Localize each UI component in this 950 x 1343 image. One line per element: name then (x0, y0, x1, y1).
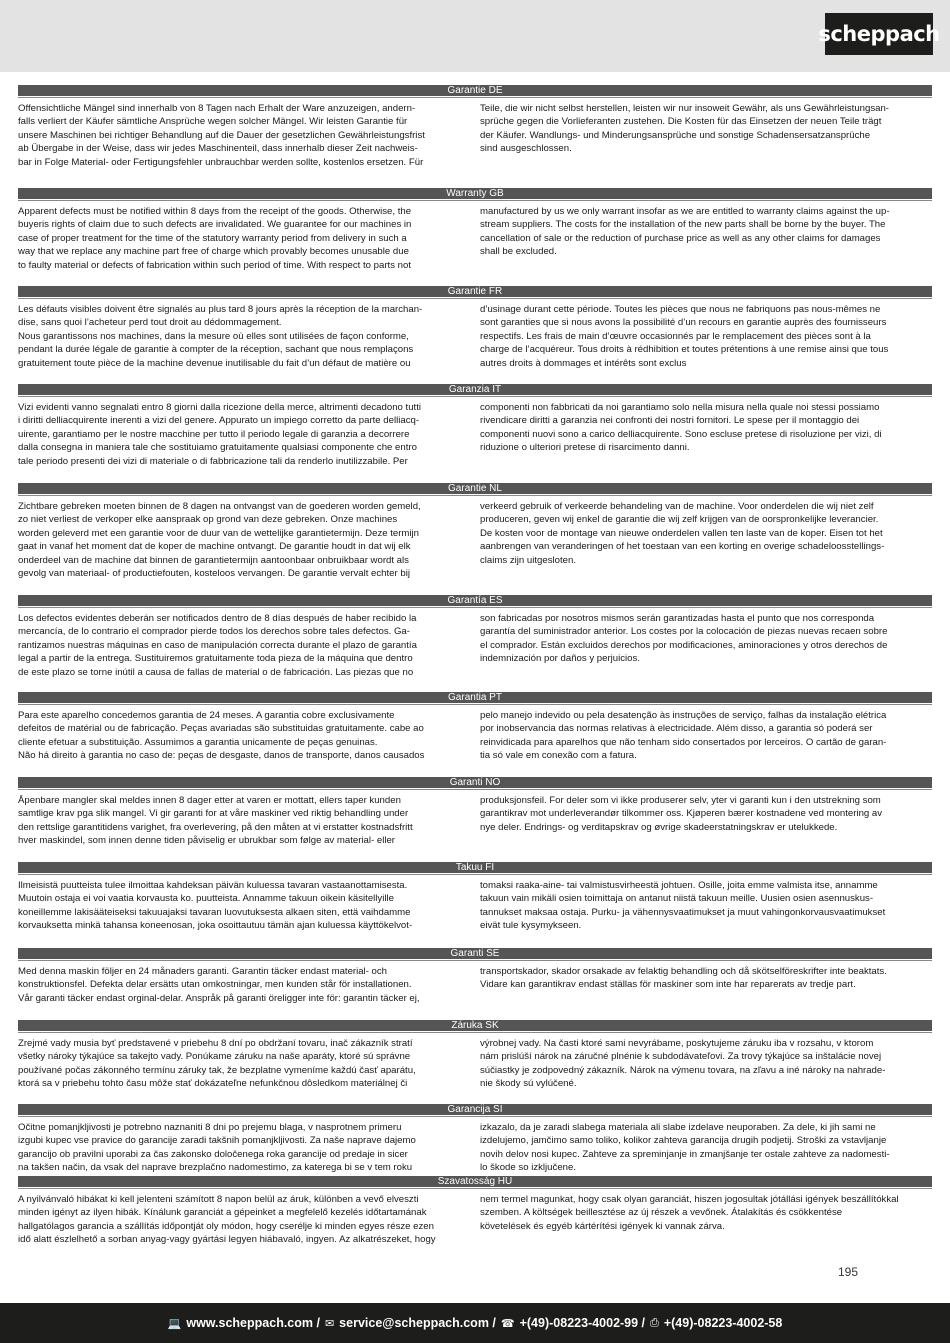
section-garantia-es (18, 595, 932, 679)
section-garantie-de (18, 85, 932, 169)
footer-email-link[interactable]: service@scheppach.com / (339, 1316, 496, 1330)
section-text-right: nem termel magunkat, hogy csak olyan garanciát, hiszen jogosultak jótállási igények beszállítókkal szemben. A költségek beillesztése az új részek a vevőnek. Átalakítás és csökkentése követelések és egyéb kártérítési igények ki vannak zárva. (480, 1194, 899, 1232)
section-text-right: výrobnej vady. Na časti ktoré sami nevyrábame, poskytujeme záruku iba v rozsahu, v ktorom nám prislúší nárok na záručné plnénie k subdodávateľovi. Za trovy týkajúce sa inštalácie novej súčiastky je zodpovedný zákazník. Nárok na výmenu tovara, na zľavu a iné nároky na nahrade- nie škody sú vylúčené. (480, 1038, 886, 1090)
fax-icon: ⎙ (650, 1316, 659, 1329)
section-text-right: pelo manejo indevido ou pela desatenção às instruções de serviço, falhas da instalação elétrica por inobservancia das normas relativas à electricidade. Além disso, a garantia só poderá ser reinvidicada para aparelhos que não tenham sido consertados por lerceiros. O cartão de garan- tia só vale em conexão com a fatura. (480, 710, 887, 762)
section-title: Garanti SE (18, 948, 932, 959)
section-text-right: d’usinage durant cette période. Toutes les pièces que nous ne fabriquons pas nous-mêmes ne sont garanties que si nous avons la possibilité d’un recours en garantie auprès des fournisseurs respectifs. Les frais de main d’œuvre occasionnés par le remplacement des pièces sont à la charge de l’acquéreur. Tous droits à rédhibition et toutes prétentions à une remise ainsi que tous autres droits à dommages et intérêts sont exclus (480, 304, 889, 369)
section-szavatossag-hu (18, 1176, 932, 1247)
section-takuu-fi (18, 862, 932, 933)
section-title: Garanzia IT (18, 384, 932, 395)
section-text-right: tomaksi raaka-aine- tai valmistusvirheestä johtuen. Osille, joita emme valmista itse, annamme takuun vain mikäli osien toimittaja on antanut niistä takuun meille. Uusien osien asennuskus- tannukset maksaa ostaja. Purku- ja vähennysvaatimukset ja muut vahingonkorvausvaatimukset eivät tule kysymykseen. (480, 880, 886, 932)
section-garancija-si (18, 1104, 932, 1175)
section-title: Warranty GB (18, 188, 932, 199)
section-text-left: Los defectos evidentes deberán ser notificados dentro de 8 días después de haber recibido la mercancía, de lo contrario el comprador pierde todos los derechos sobre tales defectos. Ga- rantizamos nuestras máquinas en caso de manipulación correcta durante el plazo de garantía legal a partir de la entrega. Sustituiremos gratuitamente toda pieza de la máquina que dentro de este plazo se torne inútil a causa de fallas de material o de fabricación. Las piezas que no (18, 613, 417, 678)
section-title: Garancija SI (18, 1104, 932, 1115)
section-garanzia-it (18, 384, 932, 468)
section-text-left: Les défauts visibles doivent être signalés au plus tard 8 jours après la réception de la marchan- dise, sans quoi l’acheteur perd tout droit au dédommagement. Nous garantissons nos machines, dans la mesure où elles sont utilisées de façon conforme, pendant la durée légale de garantie à compter de la réception, sachant que nous remplaçons gratuitement toute pièce de la machine devenue inutilisable du fait d’un défaut de matière ou (18, 304, 423, 369)
footer-fax: +(49)-08223-4002-58 (663, 1316, 783, 1330)
section-text-left: Očitne pomanjkljivosti je potrebno naznaniti 8 dni po prejemu blaga, v nasprotnem primeru izgubi kupec vse pravice do garancije zaradi takšnih pomanjkljivosti. Za naše naprave dajemo garancijo ob pravilni uporabi za čas zakonsko določenega roka garancije od predaje in sicer na takšen način, da vsak del naprave brezplačno nadomestimo, za katerega bi se v tem roku (18, 1122, 416, 1174)
section-text-right: transportskador, skador orsakade av felaktig behandling och då skötselföreskrifter inte beaktats. Vidare kan garantikrav endast ställas för maskiner som inte har reparerats av tredje part. (480, 966, 887, 991)
section-title: Garanti NO (18, 777, 932, 788)
section-title: Záruka SK (18, 1020, 932, 1031)
section-text-left: Ilmeisistä puutteista tulee ilmoittaa kahdeksan päivän kuluessa tavaran vastaanottamisesta. Muutoin ostaja ei voi vaatia korvausta ko. puutteista. Annamme takuun oikein käsitellyille koneillemme lakisääteiseksi takuuajaksi tavaran luovutuksesta alkaen siten, että vaihdamme korvauksetta minkä tahansa koneenosan, joka osoittautuu tämän ajan kuluessa käyttökelvot- (18, 880, 413, 932)
footer-website-link[interactable]: www.scheppach.com / (186, 1316, 320, 1330)
section-title: Garantía ES (18, 595, 932, 606)
section-text-right: Teile, die wir nicht selbst herstellen, leisten wir nur insoweit Gewähr, als uns Gewährleistungsan- sprüche gegen die Vorlieferanten zustehen. Die Kosten für das Einsetzen der neuen Teile trägt der Käufer. Wandlungs- und Minderungsansprüche und sonstige Schadensersatzansprüche sind ausgeschlossen. (480, 103, 889, 155)
header-bar (0, 0, 950, 72)
section-text-right: componenti non fabbricati da noi garantiamo solo nella misura nella quale noi stessi possiamo rivendicare diritti a garanzia nei confronti dei nostri fornitori. Le spese per il montaggio dei componenti nuovi sono a carico delliacquirente. Sono escluse pretese di risoluzione per vizi, di riduzione o ulteriori pretese di risarcimento danni. (480, 402, 882, 454)
section-text-left: Offensichtliche Mängel sind innerhalb von 8 Tagen nach Erhalt der Ware anzuzeigen, andern- falls verliert der Käufer sämtliche Ansprüche wegen solcher Mängel. Wir leisten Garantie für unsere Maschinen bei richtiger Behandlung auf die Dauer der gesetzlichen Gewährleistungsfrist ab Übergabe in der Weise, dass wir jedes Maschinenteil, dass innerhalb dieser Zeit nachweis- bar in Folge Material- oder Fertigungsfehler unbrauchbar werden sollte, kostenlos ersetzen. Für (18, 103, 425, 168)
section-text-right: produksjonsfeil. For deler som vi ikke produserer selv, yter vi garanti kun i den utstrekning som garantikrav mot underleverandør tilkommer oss. Kjøperen bærer kostnadene ved montering av nye deler. Endrings- og verditapskrav og øvrige skadeerstatningskrav er utelukkede. (480, 795, 883, 833)
brand-logo: scheppach (825, 13, 933, 55)
section-text-left: A nyilvánvaló hibákat ki kell jelenteni számított 8 napon belül az áruk, különben a vevő elveszti minden igényt az ilyen hibák. Kínálunk garanciát a gépeinket a megfelelő kezelés időtartamának hallgatólagos garancia a szállítás időpontját oly módon, hogy cserélje ki minden egyes része ezen idő alatt észlelhető a sorban anyag-vagy gyártási legyen hiábavaló, ingyen. Az alkatrészeket, hogy (18, 1194, 436, 1246)
section-garantie-nl (18, 483, 932, 580)
section-text-left: Zrejmé vady musia byť predstavené v priebehu 8 dní po obdržaní tovaru, inač zákazník stratí všetky nároky týkajúce sa takejto vady. Ponúkame záruku na naše aparáty, ktoré sú správne používané počas zákonného termínu záruky tak, že bezplatne vymeníme každú časť aparátu, ktorá sa v priebehu tohto času môže stať dokázateľne nefunkčnou dôsledkom materiálnej či (18, 1038, 416, 1090)
telephone-icon: ☎ (500, 1317, 515, 1330)
section-text-left: Vizi evidenti vanno segnalati entro 8 giorni dalla ricezione della merce, altrimenti decadono tutti i diritti delliacquirente inerenti a vizi del genere. Appurato un impiego corretto da parte delliacq- uirente, garantiamo per le nostre macchine per tutto il periodo legale di garanzia a decorrere dalla consegna in maniera tale che sostituiamo gratuitamente qualsiasi componente che entro tale periodo presenti dei vizi di materiale o di fabbricazione tali da renderlo inutilizzabile. Per (18, 402, 421, 467)
section-warranty-gb (18, 188, 932, 272)
footer-phone: +(49)-08223-4002-99 / (519, 1316, 646, 1330)
section-garanti-se (18, 948, 932, 1005)
section-text-right: son fabricadas por nosotros mismos serán garantizadas hasta el punto que nos corresponda garantía del suministrador anterior. Los costes por la colocación de piezas nuevas recaen sobre el comprador. Están excluidos derechos por modificaciones, aminoraciones y otros derechos de indemnización por daños y perjuicios. (480, 613, 888, 665)
section-title: Garantie DE (18, 85, 932, 96)
section-title: Garantie NL (18, 483, 932, 494)
section-garanti-no (18, 777, 932, 848)
section-garantia-pt (18, 692, 932, 763)
section-text-left: Para este aparelho concedemos garantia de 24 meses. A garantia cobre exclusivamente defeitos de matérial ou de fabricação. Peças avariadas são substituidas gratuitamente. cabe ao cliente efetuar a substituição. Assumimos a garantia unicamente de peças genuinas. Não há direito à garantia no caso de: peças de desgaste, danos de transporte, danos causados (18, 710, 425, 762)
section-text-left: Med denna maskin följer en 24 månaders garanti. Garantin täcker endast material- och konstruktionsfel. Defekta delar ersätts utan omkostningar, men kunden står för installationen. Vår garanti täcker endast orginal-delar. Anspråk på garanti öreligger inte för: garantin täcker ej, (18, 966, 420, 1004)
section-text-left: Zichtbare gebreken moeten binnen de 8 dagen na ontvangst van de goederen worden gemeld, zo niet verliest de verkoper elke aanspraak op grond van deze gebreken. Onze machines worden geleverd met een garantie voor de duur van de wettelijke garantietermijn. Deze termijn gaat in vanaf het moment dat de koper de machine ontvangt. De garantie houdt in dat wij elk onderdeel van de machine dat binnen de garantietermijn aantoonbaar onbruikbaar wordt als gevolg van materiaal- of productiefouten, kosteloos vervangen. De garantie vervalt echter bij (18, 501, 421, 580)
page-number: 195 (838, 1265, 859, 1279)
section-garantie-fr (18, 286, 932, 370)
section-title: Szavatosság HU (18, 1176, 932, 1187)
section-title: Garantie FR (18, 286, 932, 297)
section-title: Garantia PT (18, 692, 932, 703)
section-text-right: izkazalo, da je zaradi slabega materiala ali slabe izdelave neuporaben. Za dele, ki jih sami ne izdelujemo, jamčimo samo toliko, kolikor zahteva garancija drugih podjetij. Stroški za vstavljanje novih delov nosi kupec. Zahteve za spreminjanje in zmanjšanje ter ostale zahteve za nadomesti- lo škode so izključene. (480, 1122, 890, 1174)
section-text-right: verkeerd gebruik of verkeerde behandeling van de machine. Voor onderdelen die wij niet zelf produceren, geven wij enkel de garantie die wij zelf krijgen van de oorspronkelijke leverancier. De kosten voor de montage van nieuwe onderdelen vallen ten laste van de koper. Eisen tot het aanbrengen van veranderingen of het toestaan van een korting en overige schadeloosstellings- claims zijn uitgesloten. (480, 501, 885, 566)
envelope-icon: ✉ (324, 1317, 335, 1330)
section-text-right: manufactured by us we only warrant insofar as we are entitled to warranty claims against the up- stream suppliers. The costs for the installation of the new parts shall be borne by the buyer. The cancellation of sale or the reduction of purchase price as well as any other claims for damages shall be excluded. (480, 206, 890, 258)
section-text-left: Åpenbare mangler skal meldes innen 8 dager etter at varen er mottatt, ellers taper kunden samtlige krav pga slik mangel. Vi gir garanti for at våre maskiner ved riktig behandling under den rettslige garantitidens varighet, fra overlevering, på den måten at vi erstatter kostnadsfritt hver maskindel, som innen denne tiden påviselig er ubrukbar som følge av material- eller (18, 795, 413, 847)
section-title: Takuu FI (18, 862, 932, 873)
footer-bar (0, 1303, 950, 1343)
section-zaruka-sk (18, 1020, 932, 1091)
section-text-left: Apparent defects must be notified within 8 days from the receipt of the goods. Otherwise, the buyeris rights of claim due to such defects are invalidated. We guarantee for our machines in case of proper treatment for the time of the statutory warranty period from delivery in such a way that we replace any machine part free of charge which provably becomes unusable due to faulty material or defects of fabrication within such period of time. With respect to parts not (18, 206, 412, 271)
computer-icon: 💻 (167, 1317, 182, 1330)
